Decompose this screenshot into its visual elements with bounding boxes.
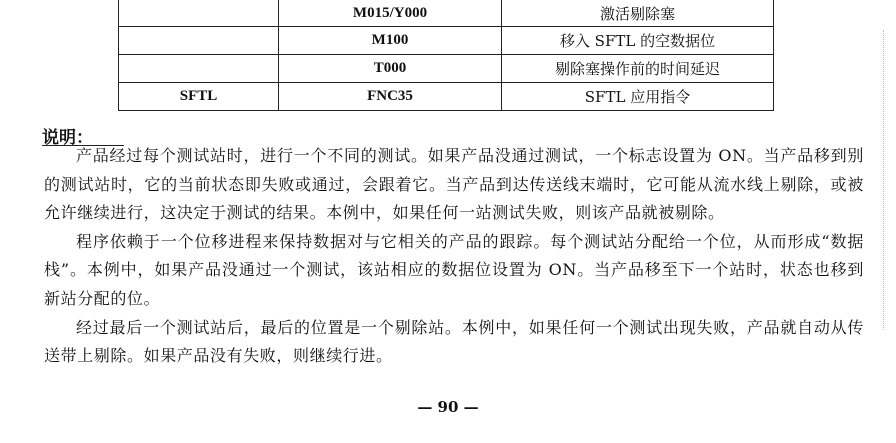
- paragraph: 经过最后一个测试站后，最后的位置是一个剔除站。本例中，如果任何一个测试出现失败，产品就自动从传送带上剔除。如果产品没有失败，则继续行进。: [44, 317, 864, 366]
- table-cell: FNC35: [279, 83, 502, 111]
- table-cell: 剔除塞操作前的时间延迟: [502, 55, 774, 83]
- table-cell: 激活剔除塞: [502, 0, 774, 27]
- table-cell: M015/Y000: [279, 0, 502, 27]
- table-row: [119, 55, 774, 83]
- table-cell: T000: [279, 55, 502, 83]
- table-cell: [119, 27, 279, 55]
- table-cell: [119, 55, 279, 83]
- paragraph: 程序依赖于一个位移进程来保持数据对与它相关的产品的跟踪。每个测试站分配给一个位，从而形成“数据栈”。本例中，如果产品没通过一个测试，该站相应的数据位设置为 ON。当产品移至下一个站时，状态也移到新站分配的位。: [44, 231, 864, 308]
- table-cell: M100: [279, 27, 502, 55]
- page-number: — 90 —: [417, 398, 479, 416]
- section-heading: 说明：: [42, 128, 93, 148]
- table-cell: SFTL: [119, 83, 279, 111]
- table-cell: 移入 SFTL 的空数据位: [502, 27, 774, 55]
- table-cell: SFTL 应用指令: [502, 83, 774, 111]
- instruction-table: [118, 0, 774, 111]
- table-row: [119, 27, 774, 55]
- body-text: [44, 142, 864, 371]
- table-cell: [119, 0, 279, 27]
- scan-edge: [883, 30, 890, 330]
- paragraph: 产品经过每个测试站时，进行一个不同的测试。如果产品没通过测试，一个标志设置为 ON。当产品移到别的测试站时，它的当前状态即失败或通过，会跟着它。当产品到达传送线末端时，它可能从流水线上剔除，或被允许继续进行，这决定于测试的结果。本例中，如果任何一站测试失败，则该产品就被剔除。: [44, 146, 864, 223]
- table-row: [119, 83, 774, 111]
- table-row: [119, 0, 774, 27]
